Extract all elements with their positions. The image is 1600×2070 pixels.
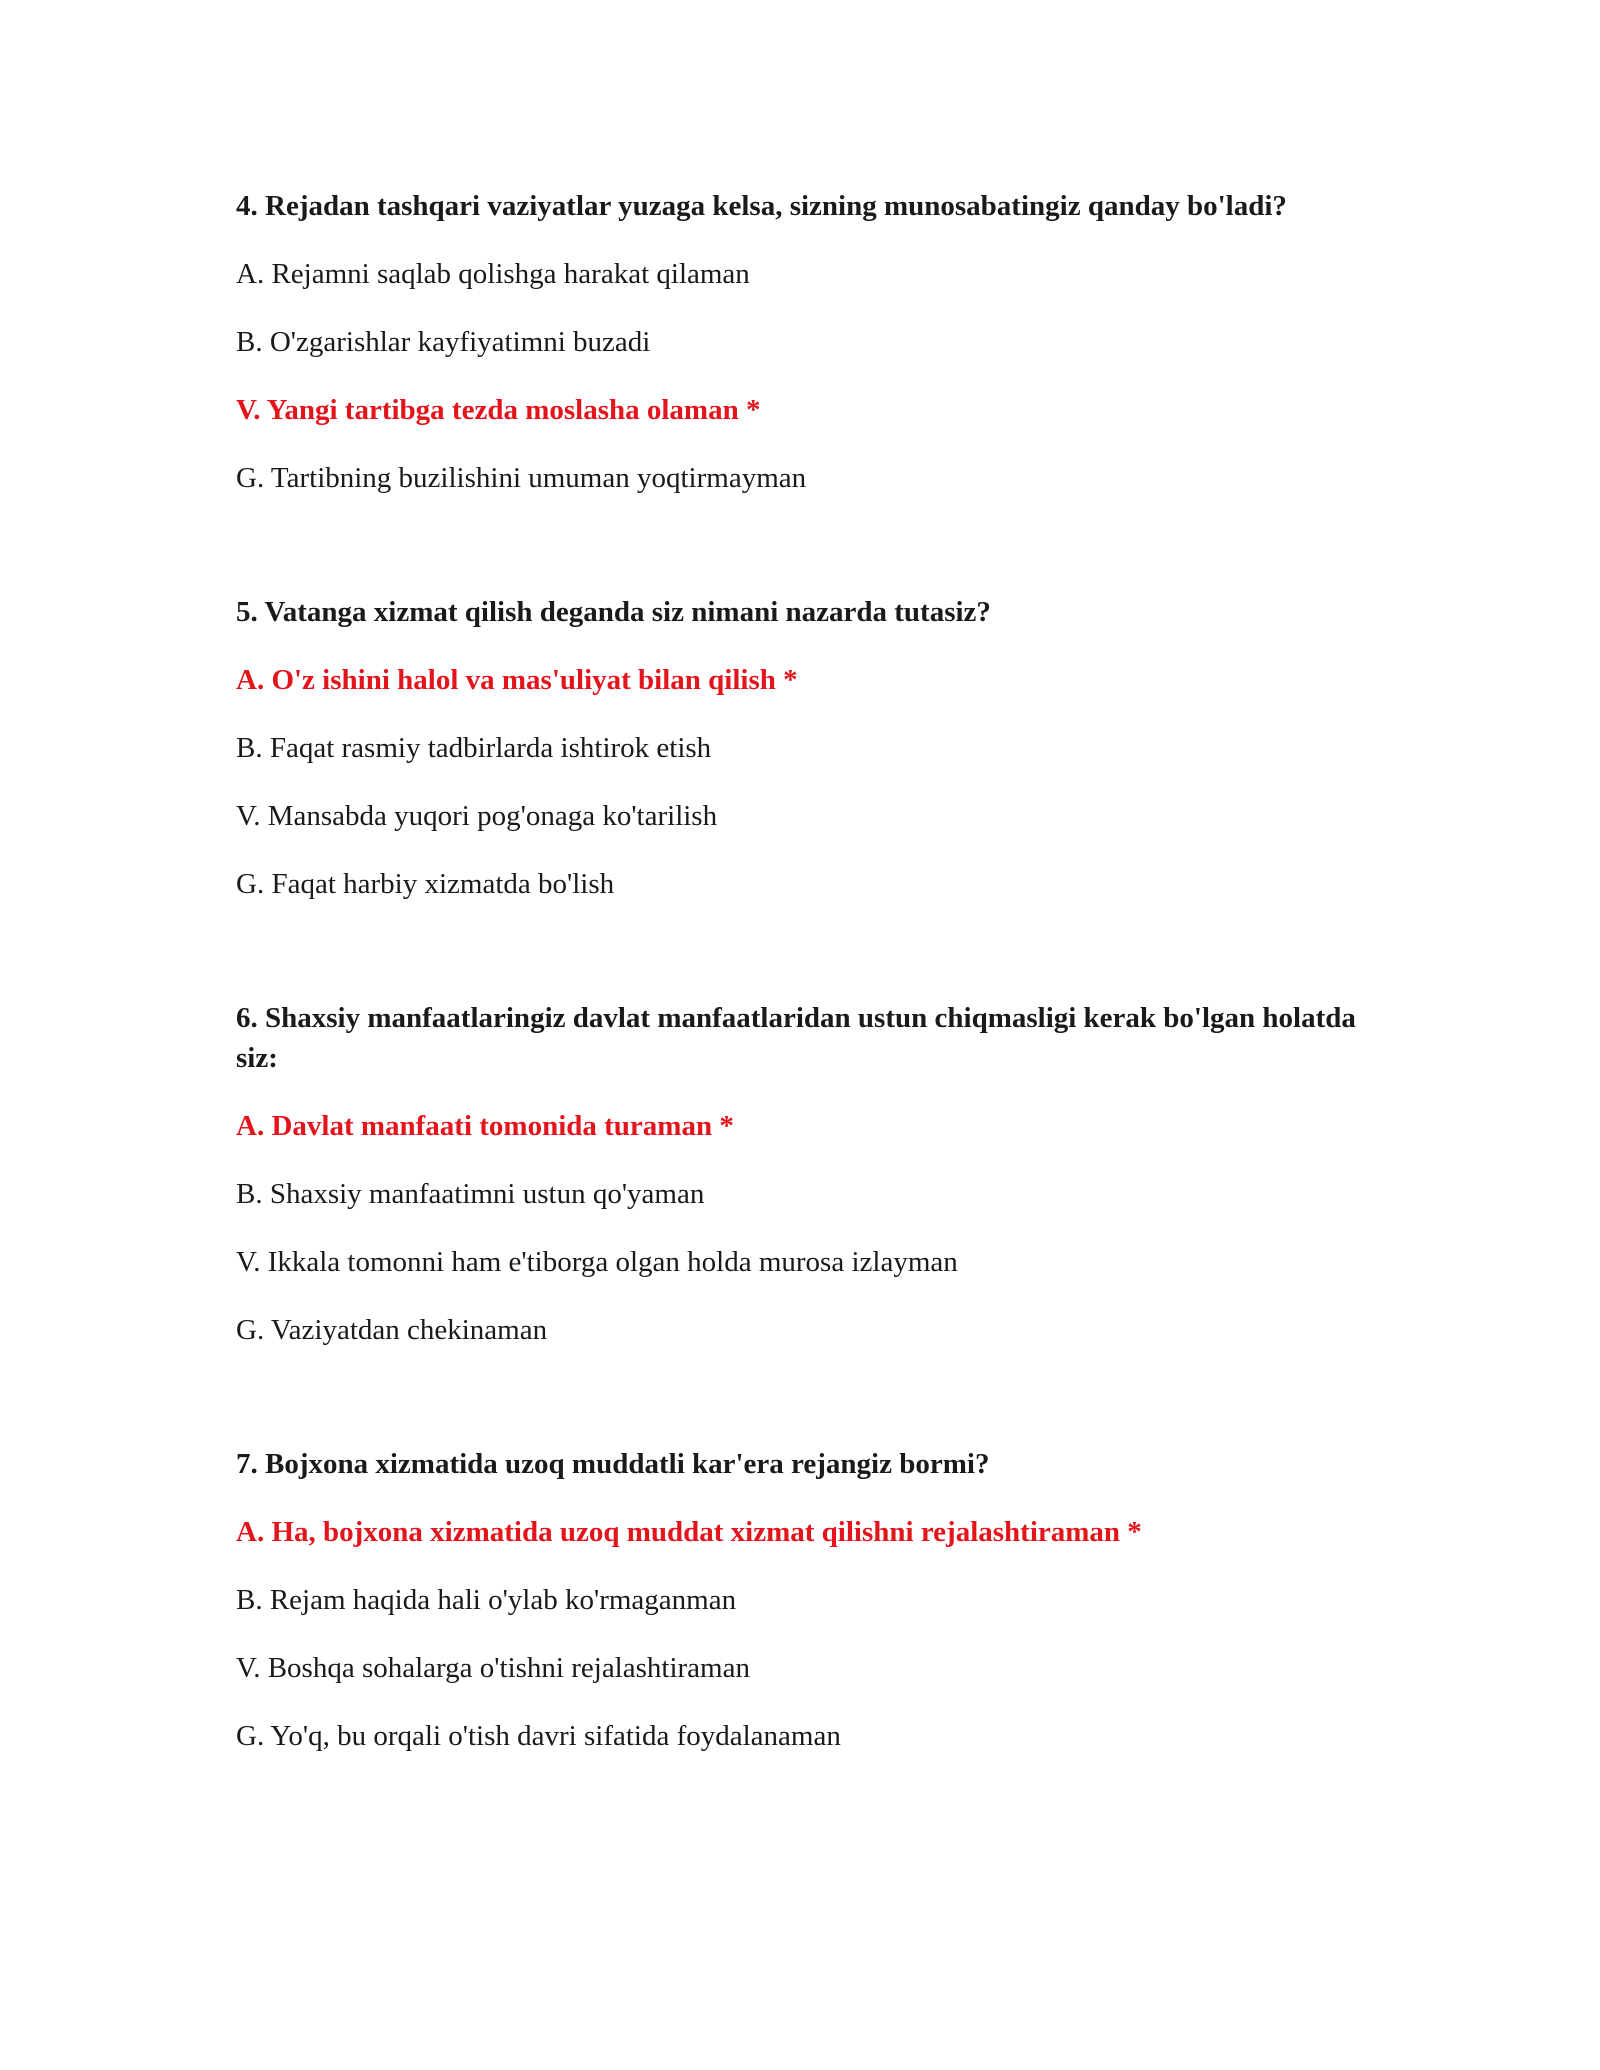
correct-answer-option: V. Yangi tartibga tezda moslasha olaman * [236,394,761,426]
question-7 [236,1444,1376,1756]
question-6 [236,998,1376,1350]
correct-answer-option: A. Davlat manfaati tomonida turaman * [236,1110,734,1142]
answer-option: B. O'zgarishlar kayfiyatimni buzadi [236,326,651,358]
answer-option: V. Ikkala tomonni ham e'tiborga olgan holda murosa izlayman [236,1246,958,1278]
section-spacer [236,526,1376,592]
correct-answer-option: A. O'z ishini halol va mas'uliyat bilan qilish * [236,664,798,696]
question-title: 7. Bojxona xizmatida uzoq muddatli kar'era rejangiz bormi? [236,1448,990,1480]
answer-option: G. Yo'q, bu orqali o'tish davri sifatida foydalanaman [236,1720,841,1752]
section-spacer [236,932,1376,998]
question-4 [236,186,1376,498]
question-title: 4. Rejadan tashqari vaziyatlar yuzaga kelsa, sizning munosabatingiz qanday bo'ladi? [236,190,1287,222]
answer-option: A. Rejamni saqlab qolishga harakat qilaman [236,258,750,290]
correct-answer-option: A. Ha, bojxona xizmatida uzoq muddat xizmat qilishni rejalashtiraman * [236,1516,1142,1548]
question-5 [236,592,1376,904]
question-title: 5. Vatanga xizmat qilish deganda siz nimani nazarda tutasiz? [236,596,991,628]
answer-option: G. Tartibning buzilishini umuman yoqtirmayman [236,462,807,494]
question-title: 6. Shaxsiy manfaatlaringiz davlat manfaatlaridan ustun chiqmasligi kerak bo'lgan holatda siz: [236,1002,1356,1074]
answer-option: G. Faqat harbiy xizmatda bo'lish [236,868,615,900]
answer-option: V. Boshqa sohalarga o'tishni rejalashtiraman [236,1652,750,1684]
section-spacer [236,1378,1376,1444]
answer-option: G. Vaziyatdan chekinaman [236,1314,548,1346]
answer-option: V. Mansabda yuqori pog'onaga ko'tarilish [236,800,718,832]
answer-option: B. Faqat rasmiy tadbirlarda ishtirok etish [236,732,712,764]
answer-option: B. Rejam haqida hali o'ylab ko'rmaganman [236,1584,737,1616]
document-page [236,186,1376,1784]
answer-option: B. Shaxsiy manfaatimni ustun qo'yaman [236,1178,705,1210]
